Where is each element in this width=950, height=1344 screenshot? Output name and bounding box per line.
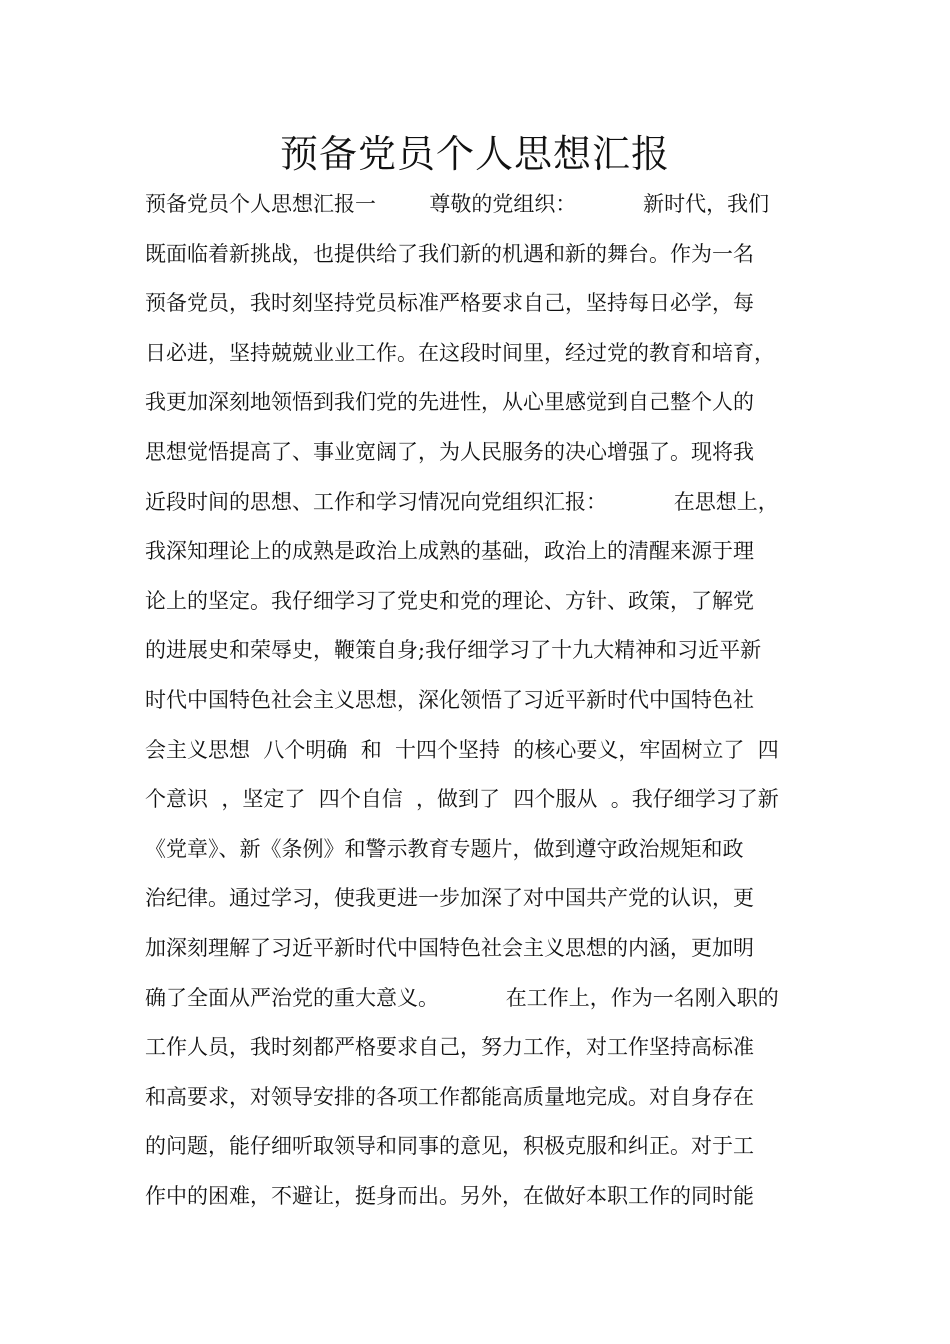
- body-line: 《党章》、新《条例》和警示教育专题片，做到遵守政治规矩和政: [145, 836, 744, 861]
- body-line: 预备党员个人思想汇报一 尊敬的党组织： 新时代，我们: [145, 192, 770, 216]
- body-line: 加深刻理解了习近平新时代中国特色社会主义思想的内涵，更加明: [145, 935, 754, 960]
- body-line: 和高要求，对领导安排的各项工作都能高质量地完成。对自身存在: [145, 1084, 754, 1109]
- body-line: 会主义思想 八个明确 和 十四个坚持 的核心要义，牢固树立了 四: [145, 737, 779, 762]
- body-line: 的问题，能仔细听取领导和同事的意见，积极克服和纠正。对于工: [145, 1134, 754, 1159]
- body-line: 时代中国特色社会主义思想，深化领悟了习近平新时代中国特色社: [145, 687, 754, 712]
- body-line: 预备党员，我时刻坚持党员标准严格要求自己，坚持每日必学，每: [145, 291, 754, 316]
- document-body: [145, 180, 815, 1221]
- body-line: 治纪律。通过学习，使我更进一步加深了对中国共产党的认识，更: [145, 886, 754, 911]
- document-title: 预备党员个人思想汇报: [279, 132, 670, 176]
- body-line: 既面临着新挑战，也提供给了我们新的机遇和新的舞台。作为一名: [145, 241, 754, 266]
- body-line: 的进展史和荣辱史，鞭策自身;我仔细学习了十九大精神和习近平新: [145, 638, 762, 663]
- body-line: 日必进，坚持兢兢业业工作。在这段时间里，经过党的教育和培育，: [145, 340, 775, 365]
- body-line: 个意识 ，坚定了 四个自信 ，做到了 四个服从 。我仔细学习了新: [145, 787, 779, 812]
- body-line: 确了全面从严治党的重大意义。 在工作上，作为一名刚入职的: [145, 985, 779, 1010]
- body-line: 近段时间的思想、工作和学习情况向党组织汇报： 在思想上，: [145, 489, 779, 514]
- body-line: 论上的坚定。我仔细学习了党史和党的理论、方针、政策，了解党: [145, 588, 754, 613]
- body-line: 作中的困难，不避让，挺身而出。另外，在做好本职工作的同时能: [145, 1183, 754, 1208]
- body-line: 思想觉悟提高了、事业宽阔了，为人民服务的决心增强了。现将我: [145, 439, 754, 464]
- body-line: 工作人员，我时刻都严格要求自己，努力工作，对工作坚持高标准: [145, 1035, 754, 1060]
- body-line: 我深知理论上的成熟是政治上成熟的基础，政治上的清醒来源于理: [145, 539, 754, 564]
- body-line: 我更加深刻地领悟到我们党的先进性，从心里感觉到自己整个人的: [145, 390, 754, 415]
